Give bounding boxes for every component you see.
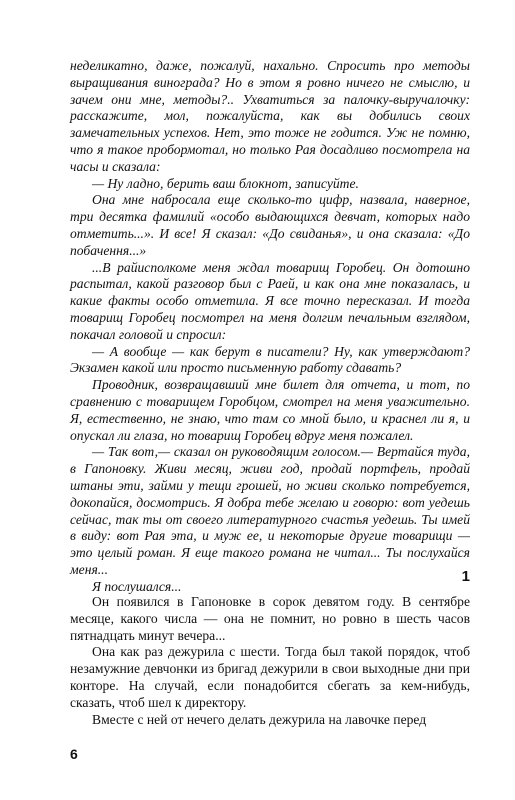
paragraph: Я послушался... xyxy=(92,578,182,594)
paragraph: — Так вот,— сказал он руководящим голосом.— Вертайся туда, в Гапоновку. Живи месяц, живи год, продай портфель, продай штаны эти, займи у тещи грошей, но живи сколько потребуется, докопайся, досмотрись. Я добра тебе желаю и говорю: вот уедешь сейчас, так ты от своего литературного счастья уедешь. Ты имей в виду: вот Рая эта, и муж ее, и некоторые другие товарищи — это целый роман. Я еще такого романа не читал... Ты послухайся меня... xyxy=(70,444,470,577)
paragraph: ...В райисполкоме меня ждал товарищ Горобец. Он дотошно распытал, какой разговор был с Раей, и как она мне показалась, и какие факты особо отметила. Я все точно пересказал. И тогда товарищ Горобец посмотрел на меня долгим печальным взглядом, покачал головой и спросил: xyxy=(70,259,470,342)
paragraph: Она мне набросала еще сколько-то цифр, назвала, наверное, три десятка фамилий «особо выдающихся девчат, которых надо отметить...». И все! Я сказал: «До свиданья», и она сказала: «До побачення...» xyxy=(70,192,470,258)
italic-text-block xyxy=(70,58,470,596)
page-number: 6 xyxy=(70,746,78,762)
paragraph: — А вообще — как берут в писатели? Ну, как утверждают? Экзамен какой или просто письменную работу сдавать? xyxy=(70,343,470,376)
chapter-number: 1 xyxy=(461,568,470,585)
paragraph: Она как раз дежурила с шести. Тогда был такой порядок, чтоб незамужние девчонки из бригад дежурили в свои выходные дни при конторе. На случай, если понадобится сбегать за кем-нибудь, сказать, чтоб шел к директору. xyxy=(70,644,470,710)
paragraph: Проводник, возвращавший мне билет для отчета, и тот, по сравнению с товарищем Горобцом, смотрел на меня уважительно. Я, естественно, не знаю, что там со мной было, и краснел ли я, и опускал ли глаза, но товарищ Горобец вдруг меня пожалел. xyxy=(70,377,470,443)
paragraph: — Ну ладно, берить ваш блокнот, записуйте. xyxy=(92,175,359,191)
paragraph: неделикатно, даже, пожалуй, нахально. Спросить про методы выращивания винограда? Но в этом я ровно ничего не смыслю, и зачем они мне, методы?.. Ухватиться за палочку-выручалочку: расскажите, мол, пожалуйста, как вы добились своих замечательных успехов. Нет, это тоже не годится. Уж не помню, что я такое пробормотал, но только Рая досадливо посмотрела на часы и сказала: xyxy=(70,58,470,174)
paragraph: Вместе с ней от нечего делать дежурила на лавочке перед xyxy=(92,711,427,727)
paragraph: Он появился в Гапоновке в сорок девятом году. В сентябре месяце, какого числа — она не помнит, но ровно в шесть часов пятнадцать минут вечера... xyxy=(70,594,470,643)
chapter-text-block xyxy=(70,594,470,728)
